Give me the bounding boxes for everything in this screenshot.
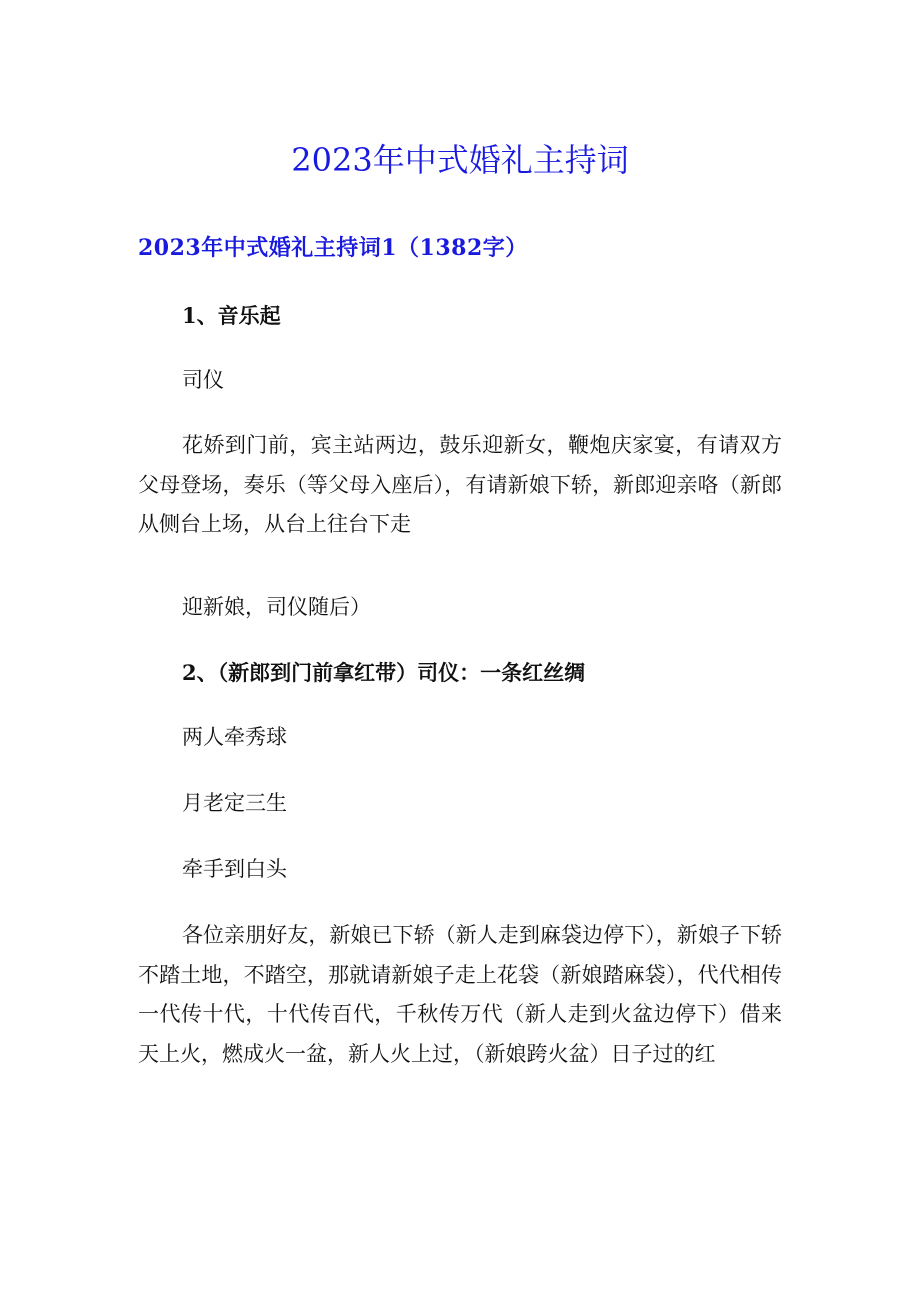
paragraph-emcee-label: 司仪 <box>182 368 224 392</box>
paragraph-verse-line-3: 牵手到白头 <box>182 857 287 881</box>
paragraph-red-silk: 2、（新郎到门前拿红带）司仪：一条红丝绸 <box>182 660 586 685</box>
document-title: 2023年中式婚礼主持词 <box>291 141 629 179</box>
paragraph-welcome-bride: 迎新娘，司仪随后） <box>182 595 371 619</box>
paragraph-verse-line-1: 两人牵秀球 <box>182 725 287 749</box>
section-heading: 2023年中式婚礼主持词1（1382字） <box>138 235 528 261</box>
paragraph-music-start: 1、音乐起 <box>182 303 281 328</box>
paragraph-sedan-arrival: 花娇到门前，宾主站两边，鼓乐迎新女，鞭炮庆家宴，有请双方父母登场，奏乐（等父母入座后），有请新娘下轿，新郎迎亲咯（新郎从侧台上场，从台上往台下走 <box>138 433 782 536</box>
paragraph-verse-line-2: 月老定三生 <box>182 791 287 815</box>
paragraph-guests-address: 各位亲朋好友，新娘已下轿（新人走到麻袋边停下），新娘子下轿不踏土地，不踏空，那就请新娘子走上花袋（新娘踏麻袋），代代相传一代传十代，十代传百代，千秋传万代（新人走到火盆边停下）借来天上火，燃成火一盆，新人火上过，（新娘跨火盆）日子过的红 <box>138 923 782 1066</box>
